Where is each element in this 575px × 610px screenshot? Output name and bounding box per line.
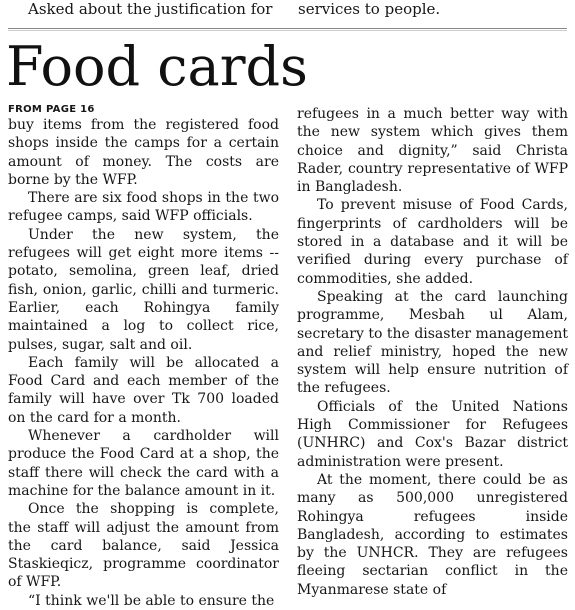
article-paragraph: buy items from the registered food shops inside the camps for a certain amount of money. The costs are borne by the WFP.: [8, 117, 279, 188]
article-paragraph: “I think we'll be able to ensure the: [28, 592, 275, 609]
article-paragraph: Under the new system, the refugees will get eight more items -- potato, semolina, green leaf, dried fish, onion, garlic, chilli and turmeric. Earlier, each Rohingya family maintained a log to collect rice, pulses, sugar, salt and oil.: [8, 226, 279, 353]
previous-article-left-text: Asked about the justification for: [28, 0, 273, 18]
article-paragraph: Whenever a cardholder will produce the Food Card at a shop, the staff there will check the card with a machine for the balance amount in it.: [8, 428, 279, 499]
previous-article-right-text: services to people.: [298, 0, 441, 18]
article-paragraph: There are six food shops in the two refugee camps, said WFP officials.: [8, 190, 279, 225]
article-paragraph: Each family will be allocated a Food Card and each member of the family will have over Tk 700 loaded on the card for a month.: [8, 354, 279, 426]
article-paragraph: To prevent misuse of Food Cards, fingerprints of cardholders will be stored in a database and it will be verified during every purchase of commodities, she added.: [297, 197, 568, 287]
article-column-right: [297, 105, 568, 599]
previous-article-fragment: [0, 0, 575, 26]
article-paragraph: Once the shopping is complete, the staff will adjust the amount from the card balance, said Jessica Staskieqicz, programme coordinator of WFP.: [8, 501, 279, 591]
from-page-label: FROM PAGE 16: [8, 104, 95, 115]
section-divider-shadow: [8, 30, 567, 31]
section-divider: [8, 28, 567, 29]
article-headline: Food cards: [6, 35, 308, 98]
article-paragraph: Speaking at the card launching programme, Mesbah ul Alam, secretary to the disaster management and relief ministry, hoped the new system will help ensure nutrition of the refugees.: [297, 288, 568, 397]
article-paragraph: At the moment, there could be as many as 500,000 unregistered Rohingya refugees inside Bangladesh, according to estimates by the UNHCR. They are refugees fleeing sectarian conflict in the Myanmarese state of: [297, 471, 568, 598]
article-column-left: [8, 103, 279, 610]
article-paragraph: refugees in a much better way with the new system which gives them choice and dignity,” said Christa Rader, country representative of WFP in Bangladesh.: [297, 106, 568, 196]
article-paragraph: Officials of the United Nations High Commissioner for Refugees (UNHRC) and Cox's Bazar district administration were present.: [297, 398, 568, 470]
